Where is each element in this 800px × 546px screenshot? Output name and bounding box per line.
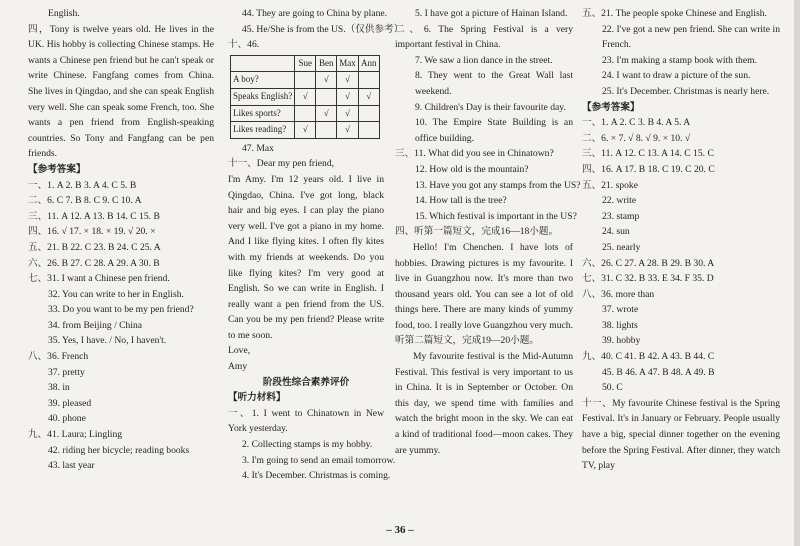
- essay-spring-festival: 十一、My favourite Chinese festival is the Spring Festival. It's in January or February. People usually have a big, special dinner together on the evening before the Spring Festival. After dinner, they watch TV, play: [582, 397, 780, 472]
- letter-body: I'm Amy. I'm 12 years old. I live in Qingdao, China. I've got long, black hair and big eyes. I can play the piano very well. I've got a piano in my home. And I like flying kites. I often fly kites with my friends at weekends. Do you like flying kites? I'm very good at English. So we can write in English. I really want a pen friend from the US. Can you be my pen friend? Please write to me soon.: [228, 173, 384, 341]
- listening-line: 10. The Empire State Building is an office building.: [415, 117, 573, 144]
- listening-line: 3. I'm going to send an email tomorrow.: [242, 454, 396, 466]
- answer-line: 六、26. C 27. A 28. B 29. B 30. A: [582, 257, 715, 269]
- answer-line: 二、6. × 7. √ 8. √ 9. × 10. √: [582, 132, 691, 144]
- listening-line: 8. They went to the Great Wall last weekend.: [415, 70, 573, 97]
- table-cell: [231, 55, 295, 72]
- answer-line: 25. nearly: [602, 241, 641, 253]
- listening-line: 12. How old is the mountain?: [415, 163, 529, 175]
- answer-line: 40. phone: [48, 413, 86, 425]
- answer-line: 八、36. French: [28, 351, 89, 363]
- listening-line: 二、6. The Spring Festival is a very important festival in China.: [395, 23, 573, 51]
- answer-line: 33. Do you want to be my pen friend?: [48, 304, 194, 316]
- answer-line: 39. pleased: [48, 397, 92, 409]
- column-3: [395, 6, 581, 458]
- table-cell: A boy?: [231, 72, 295, 89]
- instruction-line: 四、听第一篇短文，完成16—18小题。: [395, 226, 559, 238]
- answer-line: 39. hobby: [602, 335, 641, 347]
- table-cell: [358, 105, 379, 122]
- answer-line: 十一、Dear my pen friend,: [228, 158, 335, 170]
- answer-line: 37. pretty: [48, 366, 85, 378]
- answer-line: 22. write: [602, 195, 637, 207]
- table-cell: [295, 72, 316, 89]
- listening-line: 9. Children's Day is their favourite day.: [415, 101, 566, 113]
- passage-mid-autumn: My favourite festival is the Mid-Autumn Festival. This festival is very important to us in China. It is in September or October. On this day, we spend time with families and watch the bright moon in the sky. We can eat a kind of traditional food—moon cakes. They are yummy.: [395, 351, 573, 456]
- column-4: [582, 6, 780, 474]
- table-cell: √: [316, 105, 337, 122]
- table-cell: [358, 72, 379, 89]
- answer-line: 23. stamp: [602, 210, 640, 222]
- table-cell: Max: [337, 55, 359, 72]
- answer-line: 六、26. B 27. C 28. A 29. A 30. B: [28, 257, 160, 269]
- answer-line: 七、31. I want a Chinese pen friend.: [28, 273, 170, 285]
- listening-line: 15. Which festival is important in the US?: [415, 210, 577, 222]
- answer-line: 二、6. C 7. B 8. C 9. C 10. A: [28, 195, 142, 207]
- table-header-row: [231, 55, 380, 72]
- answer-line: 一、1. A 2. C 3. B 4. A 5. A: [582, 117, 691, 129]
- listening-line: 2. Collecting stamps is my hobby.: [242, 439, 373, 451]
- answer-line: 24. sun: [602, 226, 630, 238]
- answer-line: 50. C: [602, 382, 623, 394]
- answer-line: 38. lights: [602, 319, 638, 331]
- answer-line: 四、16. √ 17. × 18. × 19. √ 20. ×: [28, 226, 156, 238]
- listening-line: 7. We saw a lion dance in the street.: [415, 54, 553, 66]
- listening-line: 13. Have you got any stamps from the US?: [415, 179, 581, 191]
- table-row: [231, 105, 380, 122]
- listening-material-heading: 【听力材料】: [228, 392, 286, 404]
- answer-key-heading: 【参考答案】: [582, 101, 640, 113]
- listening-line: 22. I've got a new pen friend. She can write in French.: [602, 23, 780, 51]
- answer-line: 九、40. C 41. B 42. A 43. B 44. C: [582, 351, 715, 363]
- page-number: – 36 –: [386, 524, 414, 536]
- table-row: [231, 122, 380, 139]
- table-cell: Speaks English?: [231, 88, 295, 105]
- passage-chenchen: Hello! I'm Chenchen. I have lots of hobbies. Drawing pictures is my favourite. I live in Guangzhou now. It's more than two thousand years old. You can see a lot of old things here. There are many kinds of yummy food, too. I really love Guangzhou very much.: [395, 241, 573, 331]
- table-cell: Likes reading?: [231, 122, 295, 139]
- table-cell: √: [337, 122, 359, 139]
- table-row: [231, 72, 380, 89]
- table-cell: √: [295, 88, 316, 105]
- text-line: English.: [48, 8, 80, 19]
- table-cell: Sue: [295, 55, 316, 72]
- answer-line: 47. Max: [242, 142, 274, 154]
- listening-line: 五、21. The people spoke Chinese and English.: [582, 8, 767, 19]
- page-edge: [794, 0, 800, 546]
- answer-line: 45. He/She is from the US.（仅供参考）: [242, 23, 404, 35]
- table-cell: [358, 122, 379, 139]
- table-cell: √: [295, 122, 316, 139]
- listening-line: 4. It's December. Christmas is coming.: [242, 470, 391, 482]
- table-cell: √: [358, 88, 379, 105]
- table-cell: [316, 88, 337, 105]
- answer-line: 三、11. A 12. A 13. B 14. C 15. B: [28, 210, 160, 222]
- table-row: [231, 88, 380, 105]
- column-2: [228, 6, 404, 484]
- passage-tony: 四，Tony is twelve years old. He lives in the UK. His hobby is collecting Chinese stamps. He wants a Chinese pen friend but he can't speak or write Chinese. Fangfang comes from China. She lives in Qingdao, and she can speak English very well. She can speak some French, too. She wants a pen friend from English-speaking countries. So Tony and Fangfang can be pen friends.: [28, 23, 214, 160]
- table-cell: √: [316, 72, 337, 89]
- table-cell: √: [337, 105, 359, 122]
- answer-line: 42. riding her bicycle; reading books: [48, 444, 190, 456]
- answer-line: 35. Yes, I have. / No, I haven't.: [48, 335, 167, 347]
- table-cell: Ben: [316, 55, 337, 72]
- letter-signature: Amy: [228, 361, 248, 373]
- answer-line: 五、21. spoke: [582, 179, 638, 191]
- table-cell: Ann: [358, 55, 379, 72]
- table-cell: [295, 105, 316, 122]
- letter-closing: Love,: [228, 345, 251, 357]
- answer-key-heading: 【参考答案】: [28, 163, 86, 175]
- column-1: [28, 6, 214, 474]
- instruction-line: 听第二篇短文，完成19—20小题。: [395, 335, 539, 347]
- answer-line: 九、41. Laura; Lingling: [28, 429, 123, 441]
- table-cell: √: [337, 88, 359, 105]
- answer-line: 十、46.: [228, 39, 260, 51]
- listening-line: 5. I have got a picture of Hainan Island.: [415, 8, 568, 19]
- table-cell: √: [337, 72, 359, 89]
- table-cell: [316, 122, 337, 139]
- answer-line: 44. They are going to China by plane.: [242, 8, 388, 19]
- answer-line: 32. You can write to her in English.: [48, 288, 184, 300]
- answer-line: 四、16. A 17. B 18. C 19. C 20. C: [582, 163, 715, 175]
- listening-line: 一、1. I went to Chinatown in New York yesterday.: [228, 407, 384, 435]
- answer-line: 43. last year: [48, 460, 95, 472]
- section-heading: 阶段性综合素养评价: [262, 376, 350, 388]
- answer-line: 45. B 46. A 47. B 48. A 49. B: [602, 366, 715, 378]
- answer-line: 三、11. A 12. C 13. A 14. C 15. C: [582, 148, 714, 160]
- listening-line: 三、11. What did you see in Chinatown?: [395, 148, 554, 160]
- answer-line: 七、31. C 32. B 33. E 34. F 35. D: [582, 273, 714, 285]
- answer-line: 37. wrote: [602, 304, 639, 316]
- listening-line: 23. I'm making a stamp book with them.: [602, 54, 757, 66]
- hobby-table: [230, 55, 380, 139]
- listening-line: 14. How tall is the tree?: [415, 195, 507, 207]
- listening-line: 25. It's December. Christmas is nearly here.: [602, 85, 770, 97]
- table-cell: Likes sports?: [231, 105, 295, 122]
- answer-line: 五、21. B 22. C 23. B 24. C 25. A: [28, 241, 161, 253]
- answer-line: 34. from Beijing / China: [48, 319, 143, 331]
- answer-line: 一、1. A 2. B 3. A 4. C 5. B: [28, 179, 137, 191]
- listening-line: 24. I want to draw a picture of the sun.: [602, 70, 751, 82]
- answer-line: 38. in: [48, 382, 70, 394]
- answer-line: 八、36. more than: [582, 288, 655, 300]
